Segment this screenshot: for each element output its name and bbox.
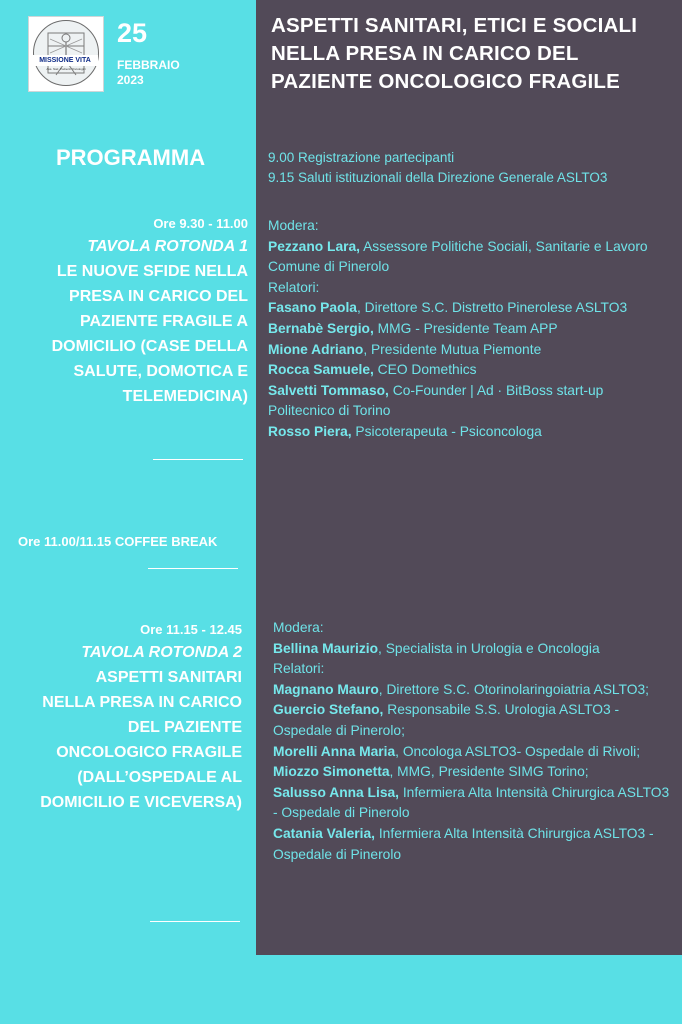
speaker-name: Mione Adriano	[268, 341, 364, 357]
speaker-name: Guercio Stefano,	[273, 702, 384, 718]
speaker-role: , Oncologa ASLTO3- Ospedale di Rivoli;	[395, 743, 641, 759]
session1-speakers	[268, 216, 668, 443]
speaker-role: Infermiera Alta Intensità Chirurgica ASLTO3 - Ospedale di Pinerolo	[273, 784, 670, 821]
moderator-role: , Specialista in Urologia e Oncologia	[378, 640, 600, 656]
list-item	[273, 783, 677, 824]
speaker-role: CEO Domethics	[373, 362, 477, 378]
session1-heading	[20, 214, 248, 409]
speaker-name: Miozzo Simonetta	[273, 764, 390, 780]
date-month: FEBBRAIO	[117, 58, 180, 72]
list-item	[273, 824, 677, 865]
speaker-role: , Presidente Mutua Piemonte	[363, 341, 542, 357]
session1-topic: LE NUOVE SFIDE NELLA PRESA IN CARICO DEL PAZIENTE FRAGILE A DOMICILIO (CASE DELLA SALUTE, DOMOTICA E TELEMEDICINA)	[51, 263, 248, 405]
logo-name: MISSIONE VITA	[32, 55, 98, 66]
event-title: ASPETTI SANITARI, ETICI E SOCIALI NELLA PRESA IN CARICO DEL PAZIENTE ONCOLOGICO FRAGILE	[271, 14, 638, 93]
list-item	[268, 422, 668, 443]
speaker-name: Salvetti Tommaso,	[268, 382, 389, 398]
relatori-label: Relatori:	[273, 661, 325, 677]
speaker-name: Catania Valeria,	[273, 825, 376, 841]
modera-label: Modera:	[268, 218, 319, 233]
moderator-role: Assessore Politiche Sociali, Sanitarie e Lavoro Comune di Pinerolo	[268, 238, 648, 275]
session2-tavola: TAVOLA ROTONDA 2	[81, 644, 242, 661]
vitruvian-man-icon	[34, 21, 98, 85]
speaker-name: Rocca Samuele,	[268, 362, 374, 378]
speaker-role: Responsabile S.S. Urologia ASLTO3 - Ospedale di Pinerolo;	[273, 702, 620, 738]
session1-time: Ore 9.30 - 11.00	[153, 216, 248, 231]
divider	[148, 568, 238, 569]
list-item	[273, 742, 677, 763]
speaker-role: , Direttore S.C. Otorinolaringoiatria ASLTO3;	[378, 681, 649, 697]
programma-heading: PROGRAMMA	[56, 145, 206, 170]
relatori-label: Relatori:	[268, 279, 320, 295]
list-item	[268, 319, 668, 340]
list-item	[268, 340, 668, 361]
coffee-break: Ore 11.00/11.15 COFFEE BREAK	[18, 534, 218, 549]
intro-item: 9.00 Registrazione partecipanti	[268, 150, 455, 165]
list-item	[273, 680, 677, 701]
moderator-name: Bellina Maurizio	[273, 640, 379, 656]
session1-tavola: TAVOLA ROTONDA 1	[87, 238, 248, 255]
moderator-name: Pezzano Lara,	[268, 238, 361, 254]
date-year: 2023	[117, 73, 144, 87]
list-item	[273, 700, 677, 741]
intro-item: 9.15 Saluti istituzionali della Direzione Generale ASLTO3	[268, 170, 608, 185]
speaker-name: Bernabè Sergio,	[268, 320, 374, 336]
speaker-role: , Direttore S.C. Distretto Pinerolese ASLTO3	[356, 300, 628, 316]
divider	[150, 921, 240, 922]
divider	[153, 459, 243, 460]
list-item	[268, 381, 668, 422]
date-day: 25	[117, 18, 148, 48]
session2-speakers	[273, 618, 677, 865]
session2-time: Ore 11.15 - 12.45	[140, 622, 242, 637]
modera-label: Modera:	[273, 620, 324, 635]
speaker-name: Salusso Anna Lisa,	[273, 784, 399, 800]
speaker-name: Rosso Piera,	[268, 423, 352, 439]
intro-schedule	[268, 148, 668, 188]
speaker-role: Psicoterapeuta - Psiconcologa	[351, 423, 542, 439]
speaker-name: Magnano Mauro	[273, 681, 379, 697]
speaker-role: Co-Founder | Ad · BitBoss start-up Politecnico di Torino	[268, 382, 604, 419]
list-item	[268, 298, 668, 319]
vitruvian-circle-icon	[33, 20, 99, 86]
list-item	[273, 639, 677, 660]
speaker-role: Infermiera Alta Intensità Chirurgica ASLTO3 - Ospedale di Pinerolo	[273, 825, 654, 862]
list-item	[273, 762, 677, 783]
speaker-name: Fasano Paola	[268, 300, 357, 316]
session2-topic: ASPETTI SANITARI NELLA PRESA IN CARICO DEL PAZIENTE ONCOLOGICO FRAGILE (DALL’OSPEDALE AL DOMICILIO E VICEVERSA)	[40, 669, 242, 811]
logo-subtitle: Ass. Naz. Pazienti Oncologici	[46, 67, 86, 71]
list-item	[268, 360, 668, 381]
speaker-role: MMG - Presidente Team APP	[373, 320, 558, 336]
speaker-role: , MMG, Presidente SIMG Torino;	[389, 764, 589, 780]
missione-vita-logo	[28, 16, 104, 92]
speaker-name: Morelli Anna Maria	[273, 743, 396, 759]
session2-heading	[20, 620, 242, 815]
list-item	[268, 237, 668, 278]
